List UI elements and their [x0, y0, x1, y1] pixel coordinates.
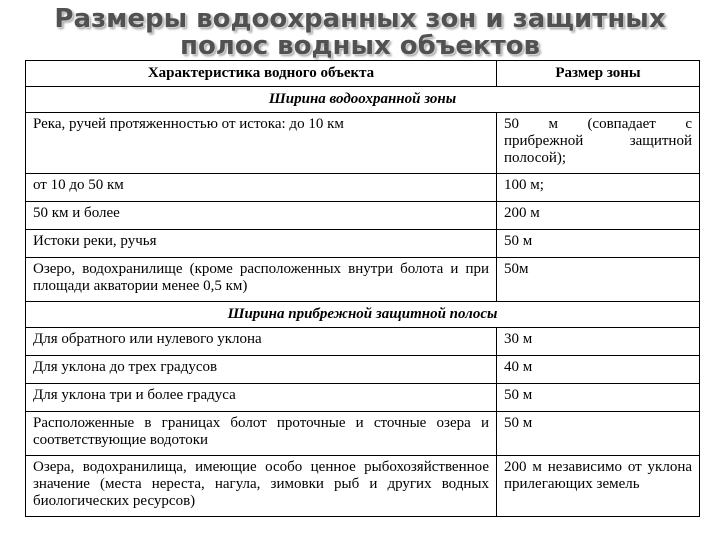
section-heading-water-zone: Ширина водоохранной зоны — [26, 87, 700, 113]
cell-object: Для обратного или нулевого уклона — [26, 328, 497, 356]
header-row — [26, 61, 700, 87]
cell-object: 50 км и более — [26, 202, 497, 230]
cell-size: 50м — [497, 258, 700, 302]
cell-size: 40 м — [497, 356, 700, 384]
table-row — [26, 113, 700, 174]
table-row — [26, 412, 700, 456]
cell-object: Озера, водохранилища, имеющие особо ценное рыбохозяйственное значение (места нереста, нагула, зимовки рыб и других водных биологических ресурсов) — [26, 456, 497, 517]
table-row — [26, 258, 700, 302]
header-object: Характеристика водного объекта — [26, 61, 497, 87]
table-row — [26, 174, 700, 202]
table-row — [26, 230, 700, 258]
title-line-1: Размеры водоохранных зон и защитных — [54, 4, 666, 34]
cell-size: 50 м — [497, 412, 700, 456]
table-row — [26, 356, 700, 384]
cell-object: Расположенные в границах болот проточные и сточные озера и соответствующие водотоки — [26, 412, 497, 456]
cell-object: Истоки реки, ручья — [26, 230, 497, 258]
cell-size: 100 м; — [497, 174, 700, 202]
cell-object: Река, ручей протяженностью от истока: до 10 км — [26, 113, 497, 174]
cell-object: Озеро, водохранилище (кроме расположенных внутри болота и при площади акватории менее 0,5 км) — [26, 258, 497, 302]
table-row — [26, 384, 700, 412]
cell-object: Для уклона до трех градусов — [26, 356, 497, 384]
cell-object: Для уклона три и более градуса — [26, 384, 497, 412]
cell-size: 30 м — [497, 328, 700, 356]
table-row — [26, 202, 700, 230]
cell-size: 50 м (совпадает с прибрежной защитной полосой); — [497, 113, 700, 174]
cell-size: 50 м — [497, 384, 700, 412]
cell-object: от 10 до 50 км — [26, 174, 497, 202]
water-zones-table — [25, 60, 700, 517]
page-title — [0, 6, 720, 60]
table-row — [26, 456, 700, 517]
table-row — [26, 328, 700, 356]
section-row — [26, 87, 700, 113]
header-size: Размер зоны — [497, 61, 700, 87]
cell-size: 200 м — [497, 202, 700, 230]
title-line-2: полос водных объектов — [179, 31, 541, 61]
cell-size: 50 м — [497, 230, 700, 258]
cell-size: 200 м независимо от уклона прилегающих земель — [497, 456, 700, 517]
section-heading-protective-strip: Ширина прибрежной защитной полосы — [26, 302, 700, 328]
section-row — [26, 302, 700, 328]
